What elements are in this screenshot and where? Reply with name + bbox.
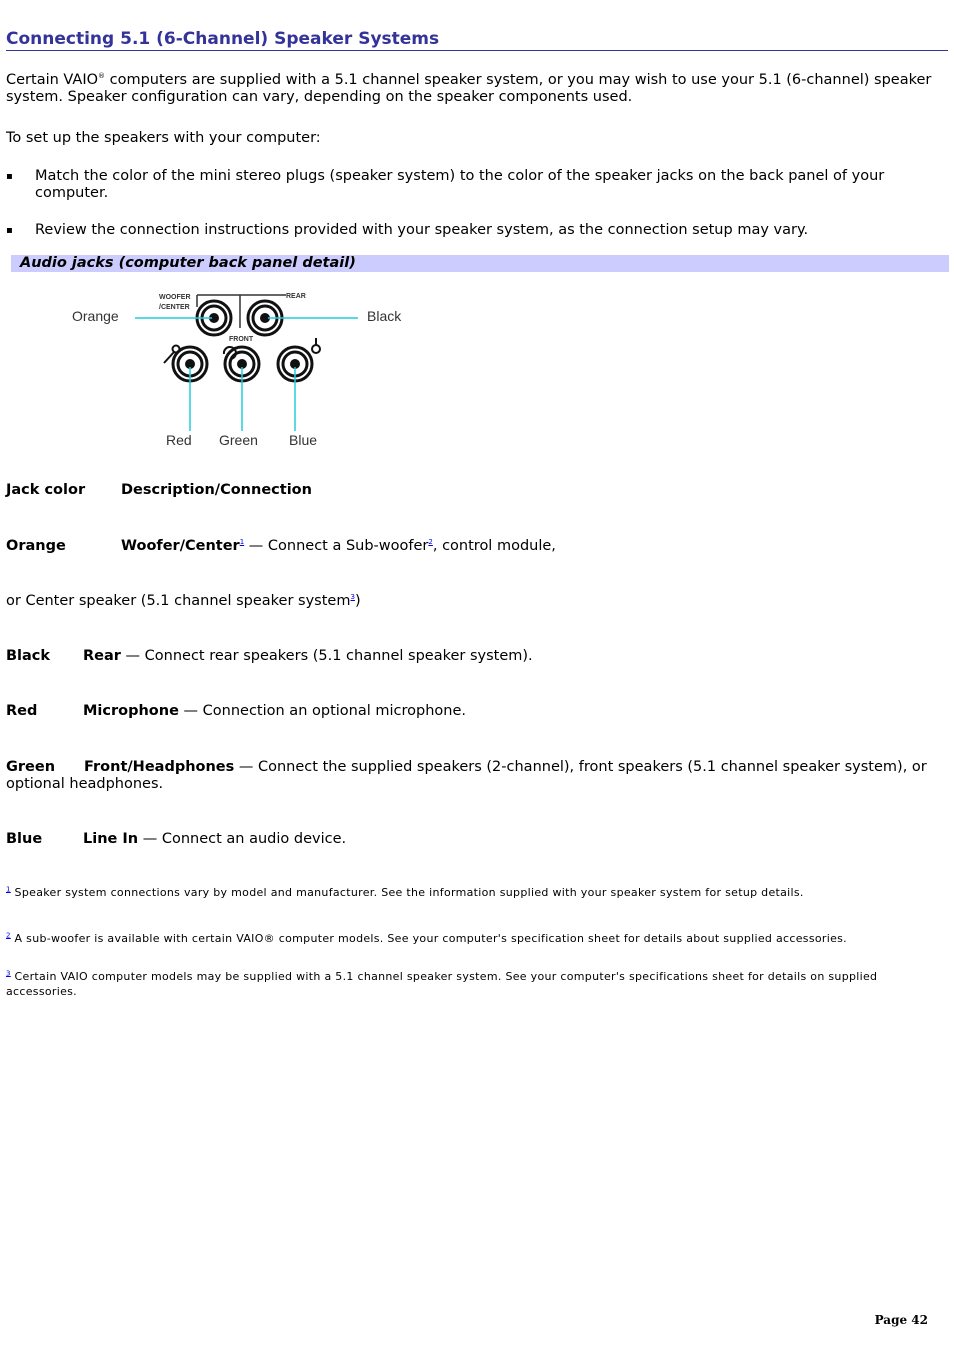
footnote-anchor-1[interactable]: 1 — [6, 885, 11, 894]
footnote-link-1[interactable]: 1 — [239, 538, 245, 547]
jack-color-green: Green — [6, 759, 56, 775]
description-orange: Woofer/Center$^1$ — Connect a Sub-woofer$^2$, control module, — [121, 538, 556, 554]
label-green: Green — [219, 432, 258, 448]
footnote-2: $^2$ A sub-woofer is available with certain VAIO® computer models. See your computer's specification sheet for details about supplied accessories. — [6, 931, 847, 945]
footnote-anchor-2[interactable]: 2 — [6, 931, 11, 940]
description-red: Microphone — Connection an optional microphone. — [83, 703, 466, 719]
label-front: FRONT — [229, 336, 254, 343]
description-orange-continued: or Center speaker (5.1 channel speaker system$^3$) — [6, 593, 361, 609]
intro-paragraph — [6, 72, 941, 106]
bullet-icon: ▪ — [6, 171, 13, 182]
page-title: Connecting 5.1 (6-Channel) Speaker Systems — [6, 29, 948, 51]
intro-text-1: Certain VAIO — [6, 72, 99, 88]
footnote-anchor-3[interactable]: 3 — [6, 969, 11, 978]
footnote-3: $^3$ Certain VAIO computer models may be supplied with a 5.1 channel speaker system. See your computer's specifications sheet for details on supplied accessories. — [6, 969, 878, 998]
jack-color-black: Black — [6, 648, 51, 664]
footnote-1: $^1$ Speaker system connections vary by model and manufacturer. See the information supplied with your speaker system for setup details. — [6, 885, 804, 899]
label-blue: Blue — [289, 432, 318, 448]
registered-mark: ® — [98, 72, 106, 81]
bullet-icon: ▪ — [6, 225, 13, 236]
line-in-icon — [312, 338, 320, 353]
bullet-text: Match the color of the mini stereo plugs (speaker system) to the color of the speaker jacks on the back panel of your computer. — [35, 168, 885, 201]
jack-color-orange: Orange — [6, 538, 66, 554]
jack-color-blue: Blue — [6, 831, 43, 847]
bullet-text: Review the connection instructions provided with your speaker system, as the connection setup may vary. — [35, 222, 809, 238]
figure-caption: Audio jacks (computer back panel detail) — [20, 255, 356, 271]
table-header-description: Description/Connection — [121, 482, 312, 498]
audio-jacks-diagram — [60, 283, 420, 458]
setup-instruction: To set up the speakers with your computer: — [6, 130, 321, 146]
intro-text-2: computers are supplied with a 5.1 channel speaker system, or you may wish to use your 5.1 (6-channel) speaker system. Speaker configuration can vary, depending on the speaker components used. — [6, 72, 932, 105]
description-green-name: Front/Headphones — [84, 759, 235, 775]
description-black: Rear — Connect rear speakers (5.1 channel speaker system). — [83, 648, 533, 664]
label-rear: REAR — [286, 293, 306, 300]
label-center: /CENTER — [159, 304, 190, 311]
table-header-jack-color: Jack color — [6, 482, 86, 498]
figure-caption-bar — [11, 255, 949, 272]
label-black: Black — [367, 308, 402, 324]
description-green: — Connect the supplied speakers (2-channel), front speakers (5.1 channel speaker system), or optional headphones. — [6, 759, 927, 792]
footnote-link-2[interactable]: 2 — [428, 538, 433, 547]
page-number: Page 42 — [874, 1313, 928, 1327]
footnote-link-3[interactable]: 3 — [350, 593, 355, 602]
description-blue: Line In — Connect an audio device. — [83, 831, 347, 847]
green-row — [6, 759, 941, 793]
bullet-item-1 — [6, 168, 906, 202]
jack-color-red: Red — [6, 703, 38, 719]
label-woofer: WOOFER — [159, 294, 191, 301]
label-orange: Orange — [72, 308, 119, 324]
label-red: Red — [166, 432, 192, 448]
bullet-item-2 — [6, 222, 906, 239]
